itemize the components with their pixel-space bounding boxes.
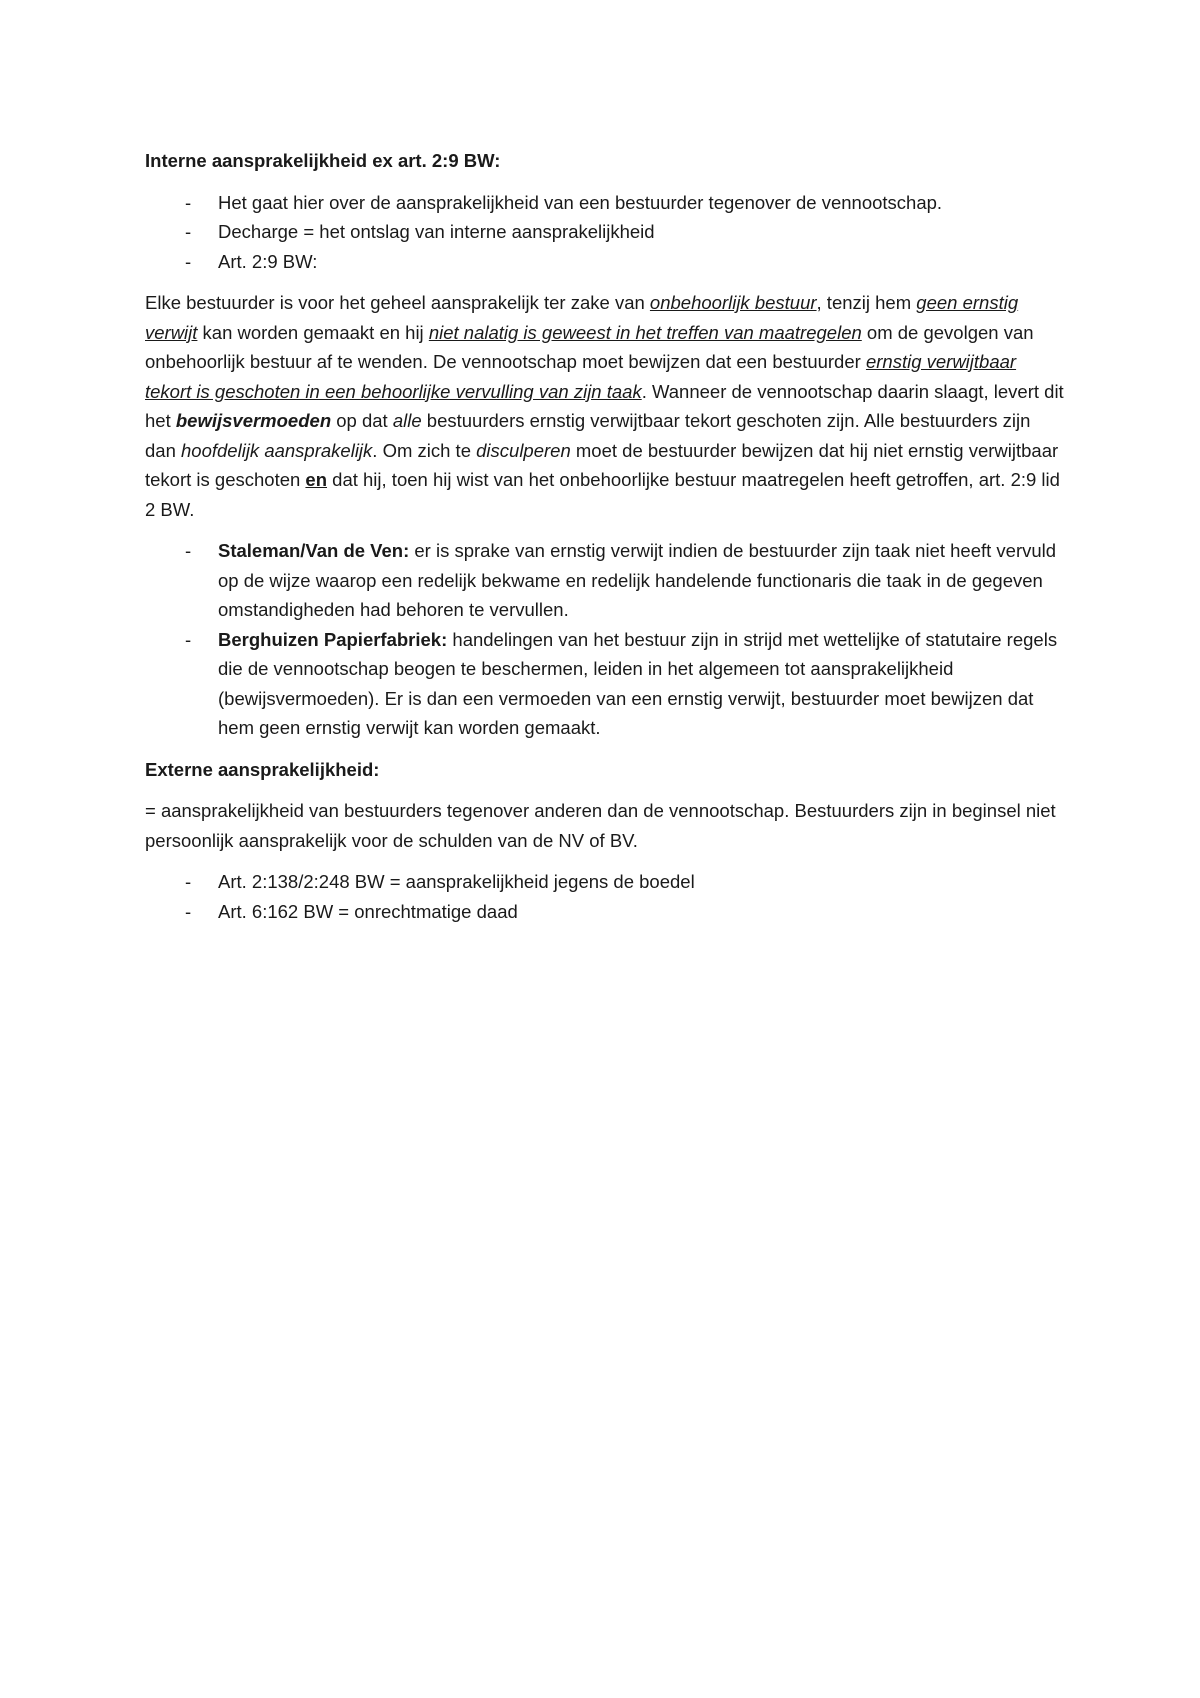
term-en: en bbox=[305, 469, 328, 490]
intern-bullet-list bbox=[145, 188, 1065, 277]
text-run: kan worden gemaakt en hij bbox=[197, 321, 429, 343]
list-item-text: Art. 2:9 BW: bbox=[218, 250, 318, 272]
text-run: . Wanneer de vennootschap daarin slaagt, levert dit het bbox=[145, 380, 1064, 431]
list-item bbox=[145, 536, 1065, 625]
heading-intern: Interne aansprakelijkheid ex art. 2:9 BW: bbox=[145, 150, 501, 171]
case-name: Staleman/Van de Ven: bbox=[218, 540, 410, 561]
text-run: bestuurders ernstig verwijtbaar tekort geschoten zijn. Alle bestuurders zijn dan bbox=[145, 410, 1031, 461]
list-item-text: Het gaat hier over de aansprakelijkheid van een bestuurder tegenover de vennootschap. bbox=[218, 191, 943, 213]
text-run: moet de bestuurder bewijzen dat hij niet ernstig verwijtbaar tekort is geschoten bbox=[145, 439, 1059, 490]
list-item bbox=[145, 897, 1065, 927]
dash-bullet: - bbox=[185, 628, 192, 650]
term-hoofdelijk-aansprakelijk: hoofdelijk aansprakelijk bbox=[181, 439, 373, 461]
term-disculperen: disculperen bbox=[476, 439, 571, 461]
heading-extern: Externe aansprakelijkheid: bbox=[145, 758, 380, 780]
list-item bbox=[145, 247, 1065, 277]
dash-bullet: - bbox=[185, 900, 192, 922]
term-ernstig-verwijtbaar: ernstig verwijtbaar tekort is geschoten in een behoorlijke vervulling van zijn taak bbox=[145, 351, 1017, 402]
document-page bbox=[145, 146, 1065, 938]
list-item bbox=[145, 217, 1065, 247]
text-run: Elke bestuurder is voor het geheel aansprakelijk ter zake van bbox=[145, 292, 650, 313]
term-geen-ernstig-verwijt: geen ernstig verwijt bbox=[145, 292, 1019, 343]
dash-bullet: - bbox=[185, 191, 192, 213]
term-niet-nalatig: niet nalatig is geweest in het treffen van maatregelen bbox=[428, 321, 862, 343]
text-run: dat hij, toen hij wist van het onbehoorlijke bestuur maatregelen heeft getroffen, art. 2:9 lid 2 BW. bbox=[145, 469, 1060, 520]
text-run: , tenzij hem bbox=[816, 292, 917, 313]
text-run: op dat bbox=[331, 410, 393, 431]
term-bewijsvermoeden: bewijsvermoeden bbox=[175, 410, 332, 431]
list-item-text: Art. 2:138/2:248 BW = aansprakelijkheid jegens de boedel bbox=[218, 871, 695, 892]
article-2-9-paragraph bbox=[145, 288, 1065, 524]
list-item bbox=[145, 188, 1065, 218]
case-law-list bbox=[145, 536, 1065, 743]
dash-bullet: - bbox=[185, 540, 192, 561]
extern-bullet-list bbox=[145, 867, 1065, 926]
dash-bullet: - bbox=[185, 250, 192, 272]
term-onbehoorlijk-bestuur: onbehoorlijk bestuur bbox=[649, 292, 817, 313]
term-alle: alle bbox=[392, 410, 422, 431]
dash-bullet: - bbox=[185, 221, 192, 242]
list-item bbox=[145, 867, 1065, 897]
dash-bullet: - bbox=[185, 871, 192, 892]
text-run: . Om zich te bbox=[372, 439, 477, 461]
extern-paragraph: = aansprakelijkheid van bestuurders tegenover anderen dan de vennootschap. Bestuurders zijn in beginsel niet persoonlijk aansprakelijk voor de schulden van de NV of BV. bbox=[145, 800, 1056, 851]
text-run: om de gevolgen van onbehoorlijk bestuur af te wenden. De vennootschap moet bewijzen dat een bestuurder bbox=[145, 321, 1034, 372]
case-text: handelingen van het bestuur zijn in strijd met wettelijke of statutaire regels die de vennootschap beogen te beschermen, leiden in het algemeen tot aansprakelijkheid (bewijsvermoeden). Er is dan een vermoeden van een ernstig verwijt, bestuurder moet bewijzen dat hem geen ernstig verwijt kan worden gemaakt. bbox=[218, 628, 1058, 738]
case-text: er is sprake van ernstig verwijt indien de bestuurder zijn taak niet heeft vervuld op de wijze waarop een redelijk bekwame en redelijk handelende functionaris die taak in de gegeven omstandigheden had behoren te vervullen. bbox=[218, 540, 1057, 620]
list-item bbox=[145, 625, 1065, 743]
list-item-text: Decharge = het ontslag van interne aansprakelijkheid bbox=[218, 221, 655, 242]
list-item-text: Art. 6:162 BW = onrechtmatige daad bbox=[218, 900, 518, 922]
case-name: Berghuizen Papierfabriek: bbox=[218, 628, 448, 650]
